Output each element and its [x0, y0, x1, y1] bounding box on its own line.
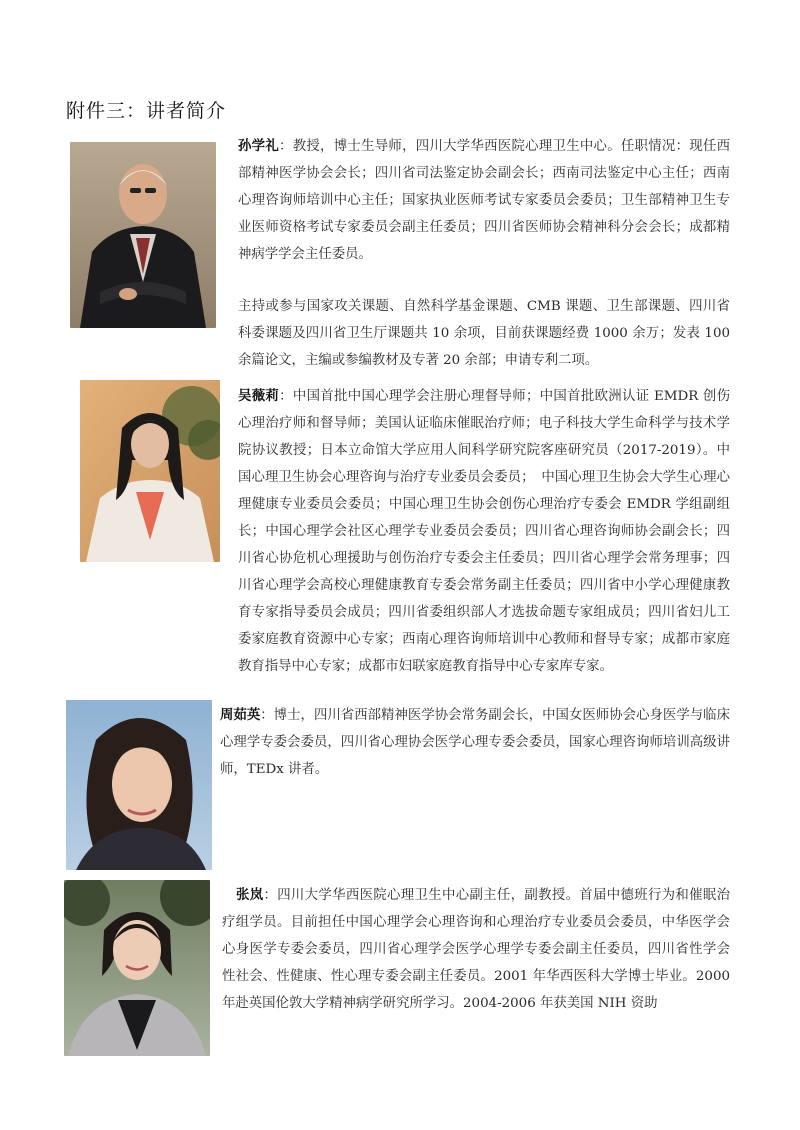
- bio-paragraph: [66, 133, 730, 268]
- speaker-bio-sun: [66, 133, 730, 268]
- speaker-bio-wu: [66, 383, 730, 680]
- bio-paragraph: [222, 882, 730, 1017]
- bio-paragraph: [66, 383, 730, 680]
- speaker-photo-zhang: [64, 880, 210, 1056]
- portrait-image: [66, 700, 212, 870]
- page-heading: 附件三：讲者简介: [66, 100, 227, 122]
- bio-paragraph-research: [66, 293, 730, 374]
- portrait-image: [64, 880, 210, 1056]
- speaker-description: ：四川大学华西医院心理卫生中心副主任，副教授。首届中德班行为和催眠治疗组学员。目前担任中国心理学会心理咨询和心理治疗专业委员会委员，中华医学会心身医学专委会委员，四川省心理学会医学心理学专委会副主任委员，四川省性学会性社会、性健康、性心理专委会副主任委员。2001 年华西医科大学博士毕业。2000 年赴英国伦敦大学精神病学研究所学习。2004-2006 年获美国 NIH 资助: [222, 888, 731, 1011]
- speaker-description: ：博士，四川省西部精神医学协会常务副会长，中国女医师协会心身医学与临床心理学专委会委员，四川省心理协会医学心理专委会委员，国家心理咨询师培训高级讲师，TEDx 讲者。: [220, 708, 730, 777]
- speaker-bio-sun-2: [66, 293, 730, 374]
- speaker-description: ：教授，博士生导师，四川大学华西医院心理卫生中心。任职情况：现任西部精神医学协会会长；四川省司法鉴定协会副会长；西南司法鉴定中心主任；西南心理咨询师培训中心主任；国家执业医师考试专家委员会委员；卫生部精神卫生专业医师资格考试专家委员会副主任委员；四川省医师协会精神科分会会长；成都精神病学学会主任委员。: [238, 139, 731, 262]
- speaker-bio-zhou: [220, 702, 730, 783]
- bio-paragraph: [220, 702, 730, 783]
- speaker-name: 张岚: [236, 887, 264, 903]
- speaker-description: ：中国首批中国心理学会注册心理督导师；中国首批欧洲认证 EMDR 创伤心理治疗师和督导师；美国认证临床催眠治疗师；电子科技大学生命科学与技术学院协议教授；日本立命馆大学应用人间科学研究院客座研究员（2017-2019）。中国心理卫生协会心理咨询与治疗专业委员会委员； 中国心理卫生协会大学生心理心理健康专业委员会委员；中国心理卫生协会创伤心理治疗专委会 EMDR 学组副组长；中国心理学会社区心理学专业委员会委员；四川省心理咨询师协会副会长；四川省心协危机心理援助与创伤治疗专委会主任委员；四川省心理学会常务理事；四川省心理学会高校心理健康教育专委会常务副主任委员；四川省中小学心理健康教育专家指导委员会成员；四川省委组织部人才选拔命题专家组成员；四川省妇儿工委家庭教育资源中心专家；西南心理咨询师培训中心教师和督导专家；成都市家庭教育指导中心专家；成都市妇联家庭教育指导中心专家库专家。: [238, 389, 731, 674]
- speaker-name: 孙学礼: [238, 138, 280, 154]
- research-text: 主持或参与国家攻关课题、自然科学基金课题、CMB 课题、卫生部课题、四川省科委课题及四川省卫生厅课题共 10 余项，目前获课题经费 1000 余万；发表 100 余篇论文，主编或参编教材及专著 20 余部；申请专利二项。: [238, 299, 730, 368]
- speaker-name: 周茹英: [220, 707, 261, 723]
- speaker-bio-zhang: [222, 882, 730, 1017]
- speaker-name: 吴薇莉: [238, 388, 280, 404]
- speaker-photo-zhou: [66, 700, 212, 870]
